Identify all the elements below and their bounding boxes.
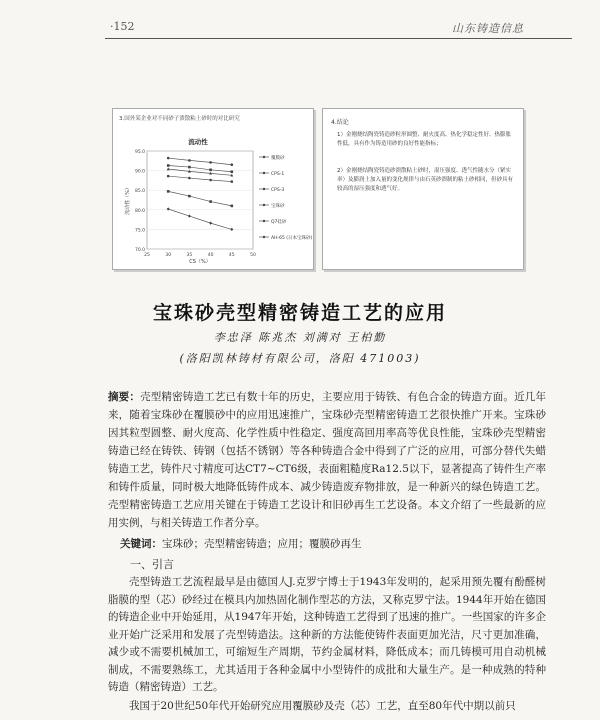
data-point xyxy=(167,175,170,178)
series-line xyxy=(168,191,232,206)
data-point xyxy=(231,163,234,166)
data-point xyxy=(231,170,234,173)
y-tick-label: 75.0 xyxy=(134,228,145,234)
left-slide-figure xyxy=(112,108,314,270)
legend-marker xyxy=(263,220,265,222)
data-point xyxy=(231,205,234,208)
data-point xyxy=(188,214,191,217)
conclusion-point-1: 1）金刚烧结陶瓷铸造砂粒形圆整、耐火度高、热化学稳定性好、热膨胀性低，具有作为铸造用砂的良好性能指标； xyxy=(337,132,512,147)
y-tick-label: 70.0 xyxy=(134,248,145,253)
section-heading: 一、引言 xyxy=(130,558,174,571)
conclusion-heading: 4.结论 xyxy=(331,119,349,126)
y-tick-label: 85.0 xyxy=(134,189,145,195)
legend-label: CPS-3 xyxy=(271,188,285,193)
x-tick-label: 35 xyxy=(186,253,193,258)
legend-marker xyxy=(263,236,265,238)
data-point xyxy=(209,161,212,164)
data-point xyxy=(188,195,191,198)
data-point xyxy=(188,166,191,169)
legend-marker xyxy=(263,172,265,174)
data-point xyxy=(231,180,234,183)
series-line xyxy=(168,209,232,229)
legend-label: 覆膜砂 xyxy=(271,156,285,161)
data-point xyxy=(167,157,170,160)
article-affiliation: (洛阳凯林铸材有限公司，洛阳 471003) xyxy=(179,352,421,365)
data-point xyxy=(167,207,170,210)
series-line xyxy=(168,166,232,172)
data-point xyxy=(230,228,233,231)
data-point xyxy=(209,169,212,172)
x-tick-label: 40 xyxy=(207,253,214,258)
data-point xyxy=(209,222,212,225)
conclusion-point-2: 2）金刚烧结陶瓷铸造砂溃散粘土砂时，湿压强度、透气性随水分（紧实率）及膨润土加入量的变化规律与由石英砂溃制的粘土砂相同，但砂具有较高的湿压强度和透气好。 xyxy=(337,168,514,192)
intro-paragraph: 壳型铸造工艺流程最早是由德国人J.克罗宁博士于1943年发明的，起采用预先覆有酚醛树脂膜的型（芯）砂经过在模具内加热固化制作型芯的方法，又称克罗宁法。1944年开始在德国的铸造企业中开始延用，从1947年开始，这种铸造工艺得到了迅速的推广。一些国家的许多企业开始广泛采用和发展了壳型铸造法。这种新的方法能使铸件表面更加光洁，尺寸更加准确，减少或不需要机械加工，可缩短生产周期，节约金属材料，降低成本；而几铸模可用自动机械制成，不需要熟练工，尤其适用于各种金属中小型铸件的成批和大量生产。是一种成熟的特种铸造（精密铸造）工艺。 xyxy=(108,576,546,693)
plot-frame xyxy=(147,151,253,249)
x-axis-label: CS（%） xyxy=(189,259,211,265)
keywords-text: 宝珠砂；壳型精密铸造；应用；覆膜砂再生 xyxy=(162,538,362,550)
keywords-label: 关键词： xyxy=(120,538,162,550)
abstract xyxy=(108,388,546,532)
slide-caption: 3.国外某企业对不同砂子溃散粘土砂时的对比研究 xyxy=(119,116,240,122)
y-axis-label: 流动性（%） xyxy=(125,185,131,215)
intro-paragraph-2: 我国于20世纪50年代开始研究应用覆膜砂及壳（芯）工艺，直至80年代中期以前只 xyxy=(129,700,516,712)
series-line xyxy=(168,169,232,175)
data-point xyxy=(188,177,191,180)
right-slide-conclusions xyxy=(322,108,524,270)
keywords xyxy=(120,536,540,551)
data-point xyxy=(188,159,191,162)
data-point xyxy=(209,179,212,182)
data-point xyxy=(209,200,212,203)
article-authors: 李忠泽 陈兆杰 刘满对 王柏勤 xyxy=(213,331,387,344)
abstract-label: 摘要： xyxy=(108,391,141,403)
page-number: ·152 xyxy=(110,20,135,33)
y-tick-label: 95.0 xyxy=(134,150,145,155)
series-line xyxy=(168,176,232,181)
y-tick-label: 80.0 xyxy=(134,208,145,214)
data-point xyxy=(167,190,170,193)
y-tick-label: 90.0 xyxy=(134,169,145,175)
x-tick-label: 25 xyxy=(144,253,150,258)
abstract-text: 壳型精密铸造工艺已有数十年的历史，主要应用于铸铁、有色合金的铸造方面。近几年来，随着宝珠砂在覆膜砂中的应用迅速推广，宝珠砂壳型精密铸造工艺很快推广开来。宝珠砂因其粒型圆整、耐火度高、化学性质中性稳定、强度高回用率高等优良性能，宝珠砂壳型精密铸造已经在铸铁、铸钢（包括不锈钢）等各种铸造合金中得到了广泛的应用，可部分替代失蜡铸造工艺，铸件尺寸精度可达CT7~CT6级，表面粗糙度Ra12.5以下，显著提高了铸件生产率和铸件质量，同时极大地降低铸件成本、减少铸造废弃物排放，是一种新兴的绿色铸造工艺。壳型精密铸造工艺应用关键在于铸造工艺设计和旧砂再生工艺设备。本文介绍了一些最新的应用实例，与相关铸造工作者分享。 xyxy=(108,391,546,529)
data-point xyxy=(167,164,170,167)
article-title: 宝珠砂壳型精密铸造工艺的应用 xyxy=(152,302,447,324)
series-line xyxy=(168,158,232,165)
chart-title: 流动性 xyxy=(188,138,208,146)
x-tick-label: 50 xyxy=(250,253,256,258)
legend-marker xyxy=(263,188,265,190)
legend-label: 宝珠砂 xyxy=(271,204,285,209)
legend-marker xyxy=(263,204,265,206)
fluidity-line-chart xyxy=(113,109,313,269)
legend-label: CPS-1 xyxy=(271,172,285,177)
x-tick-label: 30 xyxy=(165,253,172,258)
header-rule xyxy=(105,38,572,39)
x-tick-label: 45 xyxy=(228,253,235,258)
journal-name: 山东铸造信息 xyxy=(452,22,524,35)
legend-marker xyxy=(263,156,265,158)
legend-label: AH-65 (日本宝珠砂) xyxy=(271,236,313,241)
legend-label: Q7硅砂 xyxy=(271,220,287,225)
